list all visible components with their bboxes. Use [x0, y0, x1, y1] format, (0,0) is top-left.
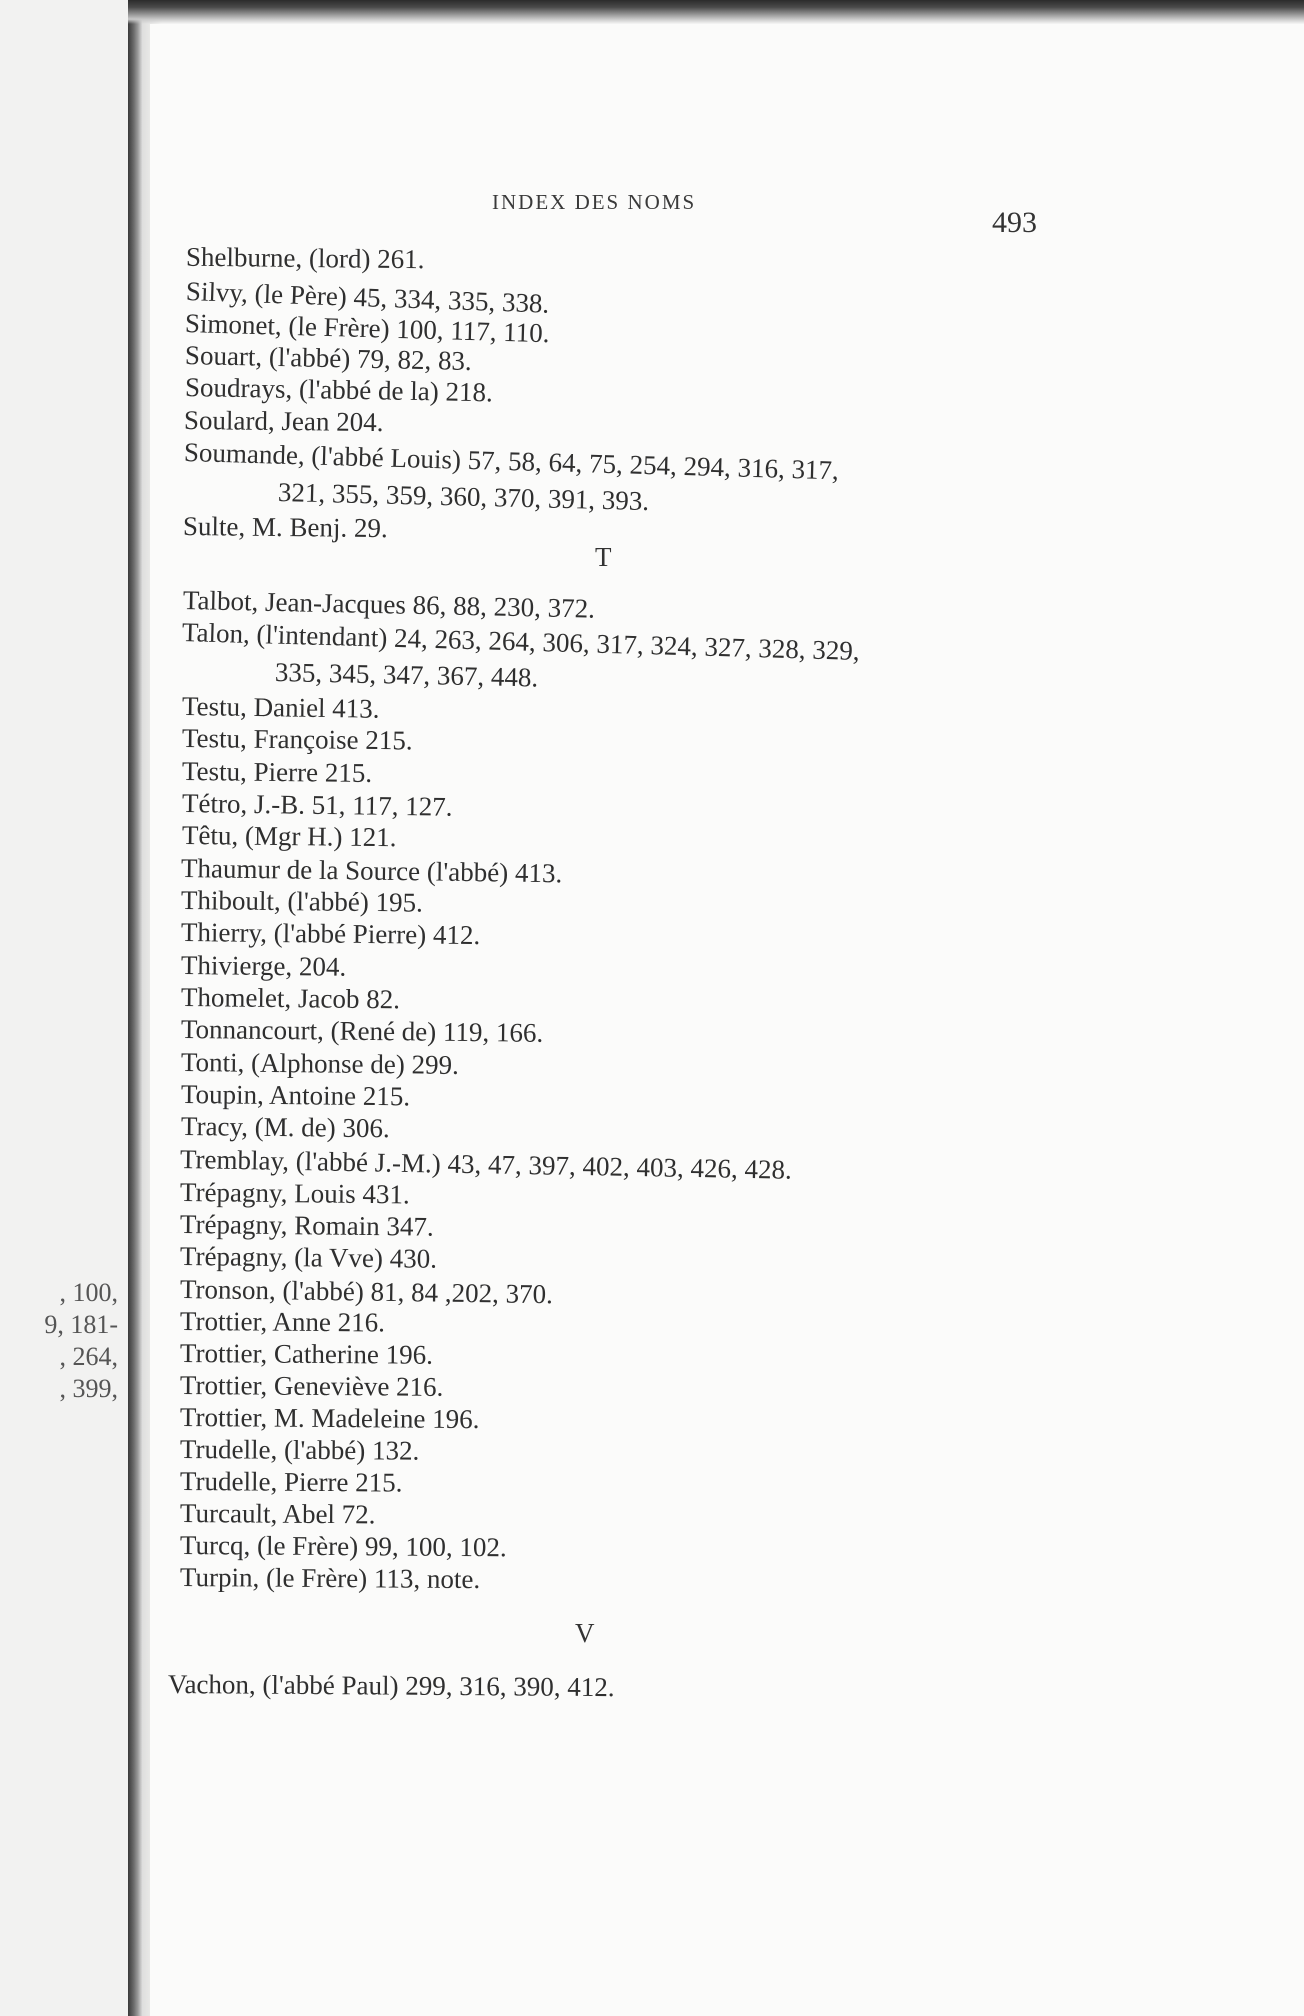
index-entry: Tétro, J.-B. 51, 117, 127. — [181, 788, 453, 822]
previous-page-fragment: , 264, — [59, 1342, 118, 1371]
index-entry: Trudelle, (l'abbé) 132. — [179, 1434, 420, 1466]
index-entry: Trottier, Catherine 196. — [179, 1338, 433, 1370]
index-entry: Trottier, Anne 216. — [179, 1306, 386, 1338]
book-binding-edge — [128, 0, 142, 2016]
index-entry: Trottier, M. Madeleine 196. — [179, 1402, 480, 1435]
previous-page-fragment: , 399, — [59, 1374, 118, 1403]
index-entry: Tracy, (M. de) 306. — [180, 1111, 390, 1144]
index-entry: Testu, Pierre 215. — [181, 756, 373, 788]
previous-page-edge — [0, 0, 128, 2016]
index-entry: Soulard, Jean 204. — [183, 405, 384, 438]
index-entry: Thomelet, Jacob 82. — [180, 982, 401, 1015]
index-entry: Sulte, M. Benj. 29. — [182, 511, 388, 544]
previous-page-fragment: , 100, — [59, 1278, 118, 1307]
section-letter-t: T — [595, 542, 612, 572]
index-entry: Turcault, Abel 72. — [179, 1498, 376, 1530]
index-entry: Shelburne, (lord) 261. — [185, 241, 425, 275]
index-entry: Souart, (l'abbé) 79, 82, 83. — [184, 340, 473, 377]
index-entry: Trottier, Geneviève 216. — [179, 1370, 444, 1402]
index-entry: Têtu, (Mgr H.) 121. — [181, 820, 397, 853]
index-entry: Turpin, (le Frère) 113, note. — [179, 1562, 481, 1595]
index-entry-continuation: 321, 355, 359, 360, 370, 391, 393. — [277, 477, 650, 517]
index-entry: Simonet, (le Frère) 100, 117, 110. — [184, 308, 550, 349]
index-entry: Turcq, (le Frère) 99, 100, 102. — [179, 1530, 507, 1563]
index-entry: Tonnancourt, (René de) 119, 166. — [180, 1014, 544, 1048]
index-entry: Soudrays, (l'abbé de la) 218. — [184, 372, 494, 408]
index-entry: Thiboult, (l'abbé) 195. — [180, 885, 423, 918]
index-entry: Talon, (l'intendant) 24, 263, 264, 306, 317, 324, 327, 328, 329, — [181, 617, 861, 666]
index-entry: Vachon, (l'abbé Paul) 299, 316, 390, 412. — [167, 1669, 615, 1703]
index-entry: Trépagny, Romain 347. — [179, 1209, 434, 1242]
index-entry: Tonti, (Alphonse de) 299. — [180, 1047, 459, 1080]
index-entry: Testu, Daniel 413. — [181, 691, 380, 724]
index-entry: Testu, Françoise 215. — [181, 723, 413, 756]
index-entry: Trépagny, (la Vve) 430. — [179, 1241, 438, 1274]
index-entry: Trudelle, Pierre 215. — [179, 1466, 403, 1498]
index-entry: Thierry, (l'abbé Pierre) 412. — [180, 917, 481, 951]
index-entry: Talbot, Jean-Jacques 86, 88, 230, 372. — [182, 585, 596, 624]
previous-page-fragment: 9, 181- — [44, 1310, 118, 1339]
index-entry: Silvy, (le Père) 45, 334, 335, 338. — [185, 276, 550, 319]
index-page — [150, 24, 1304, 2016]
index-entry: Trépagny, Louis 431. — [179, 1177, 410, 1210]
page-number: 493 — [992, 206, 1037, 239]
running-head: INDEX DES NOMS — [492, 190, 697, 214]
page-top-edge — [128, 0, 1304, 24]
index-entry: Thivierge, 204. — [180, 950, 347, 982]
index-entry: Tronson, (l'abbé) 81, 84 ,202, 370. — [179, 1274, 554, 1310]
index-entry: Tremblay, (l'abbé J.-M.) 43, 47, 397, 402, 403, 426, 428. — [179, 1144, 792, 1185]
index-entry: Soumande, (l'abbé Louis) 57, 58, 64, 75, 254, 294, 316, 317, — [183, 437, 840, 486]
section-letter-v: V — [575, 1618, 595, 1648]
index-entry: Thaumur de la Source (l'abbé) 413. — [180, 853, 563, 889]
index-entry-continuation: 335, 345, 347, 367, 448. — [274, 657, 539, 693]
index-entry: Toupin, Antoine 215. — [180, 1079, 411, 1112]
